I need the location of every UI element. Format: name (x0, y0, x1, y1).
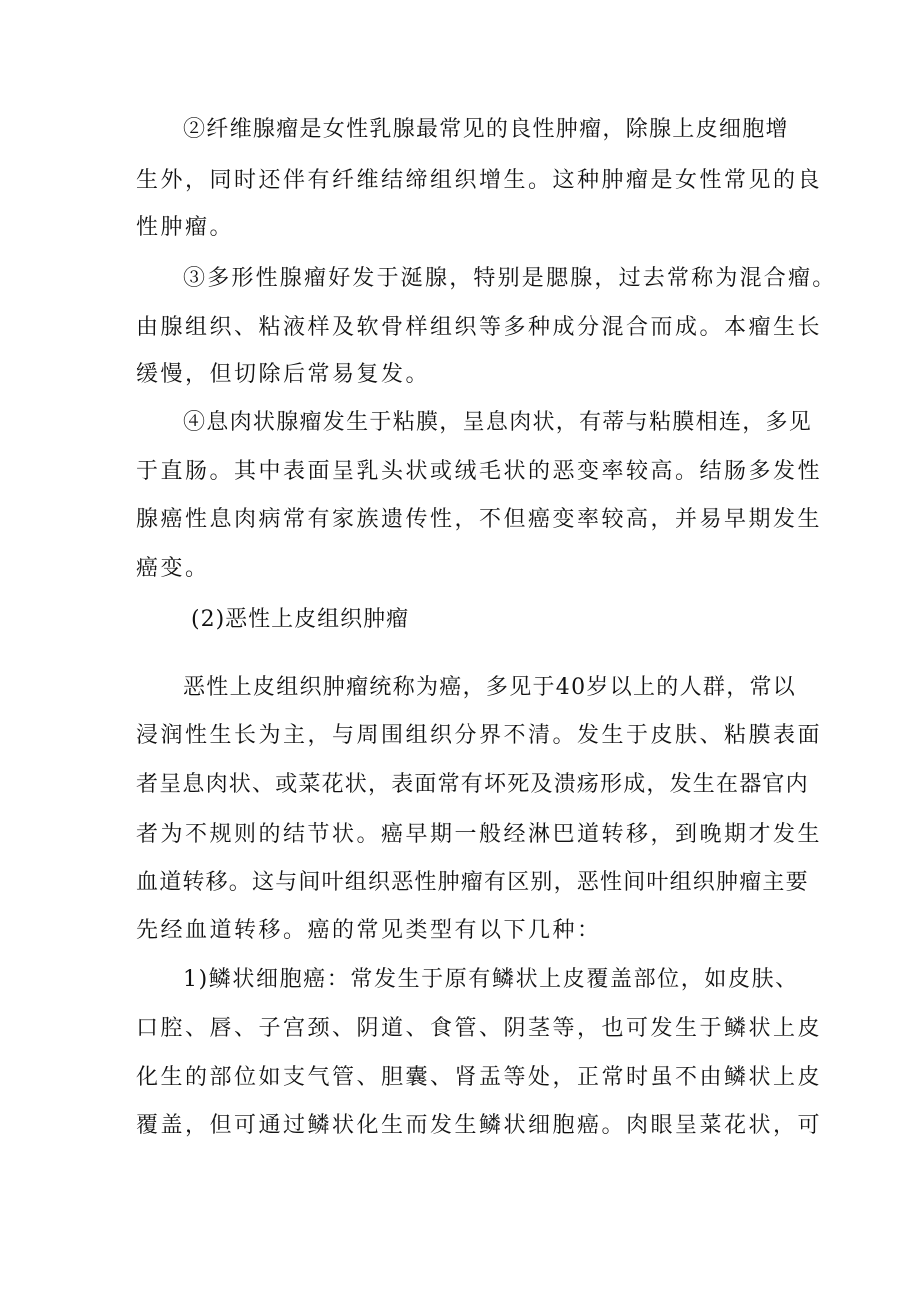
text-line: 者为不规则的结节状。癌早期一般经淋巴道转移，到晚期才发生 (136, 822, 823, 847)
text-line: 由腺组织、粘液样及软骨样组织等多种成分混合而成。本瘤生长 (136, 315, 823, 340)
text-line: 先经血道转移。癌的常见类型有以下几种： (136, 918, 602, 943)
text-line: 于直肠。其中表面呈乳头状或绒毛状的恶变率较高。结肠多发性 (136, 459, 823, 484)
text-line: ②纤维腺瘤是女性乳腺最常见的良性肿瘤，除腺上皮细胞增 (183, 117, 789, 142)
text-line: 腺癌性息肉病常有家族遗传性，不但癌变率较高，并易早期发生 (136, 507, 823, 532)
text-line: ③多形性腺瘤好发于涎腺，特别是腮腺，过去常称为混合瘤。 (183, 266, 837, 291)
text-line: 浸润性生长为主，与周围组织分界不清。发生于皮肤、粘膜表面 (136, 723, 823, 748)
text-line: 性肿瘤。 (136, 215, 235, 240)
text-line: 覆盖，但可通过鳞状化生而发生鳞状细胞癌。肉眼呈菜花状，可 (136, 1113, 823, 1138)
text-line: 生外，同时还伴有纤维结缔组织增生。这种肿瘤是女性常见的良 (136, 168, 823, 193)
text-line: ④息肉状腺瘤发生于粘膜，呈息肉状，有蒂与粘膜相连，多见 (183, 410, 813, 435)
text-line: 化生的部位如支气管、胆囊、肾盂等处，正常时虽不由鳞状上皮 (136, 1065, 823, 1090)
text-line: 血道转移。这与间叶组织恶性肿瘤有区别，恶性间叶组织肿瘤主要 (136, 870, 809, 895)
text-line: 口腔、唇、子宫颈、阴道、食管、阴茎等，也可发生于鳞状上皮 (136, 1016, 823, 1041)
text-line: 1)鳞状细胞癌：常发生于原有鳞状上皮覆盖部位，如皮肤、 (183, 967, 799, 992)
section-heading: (2)恶性上皮组织肿瘤 (191, 607, 410, 632)
text-line: 者呈息肉状、或菜花状，表面常有坏死及溃疡形成，发生在器官内 (136, 772, 809, 797)
text-line: 恶性上皮组织肿瘤统称为癌，多见于40岁以上的人群，常以 (183, 675, 797, 700)
text-line: 缓慢，但切除后常易复发。 (136, 362, 431, 387)
text-line: 癌变。 (136, 556, 210, 581)
